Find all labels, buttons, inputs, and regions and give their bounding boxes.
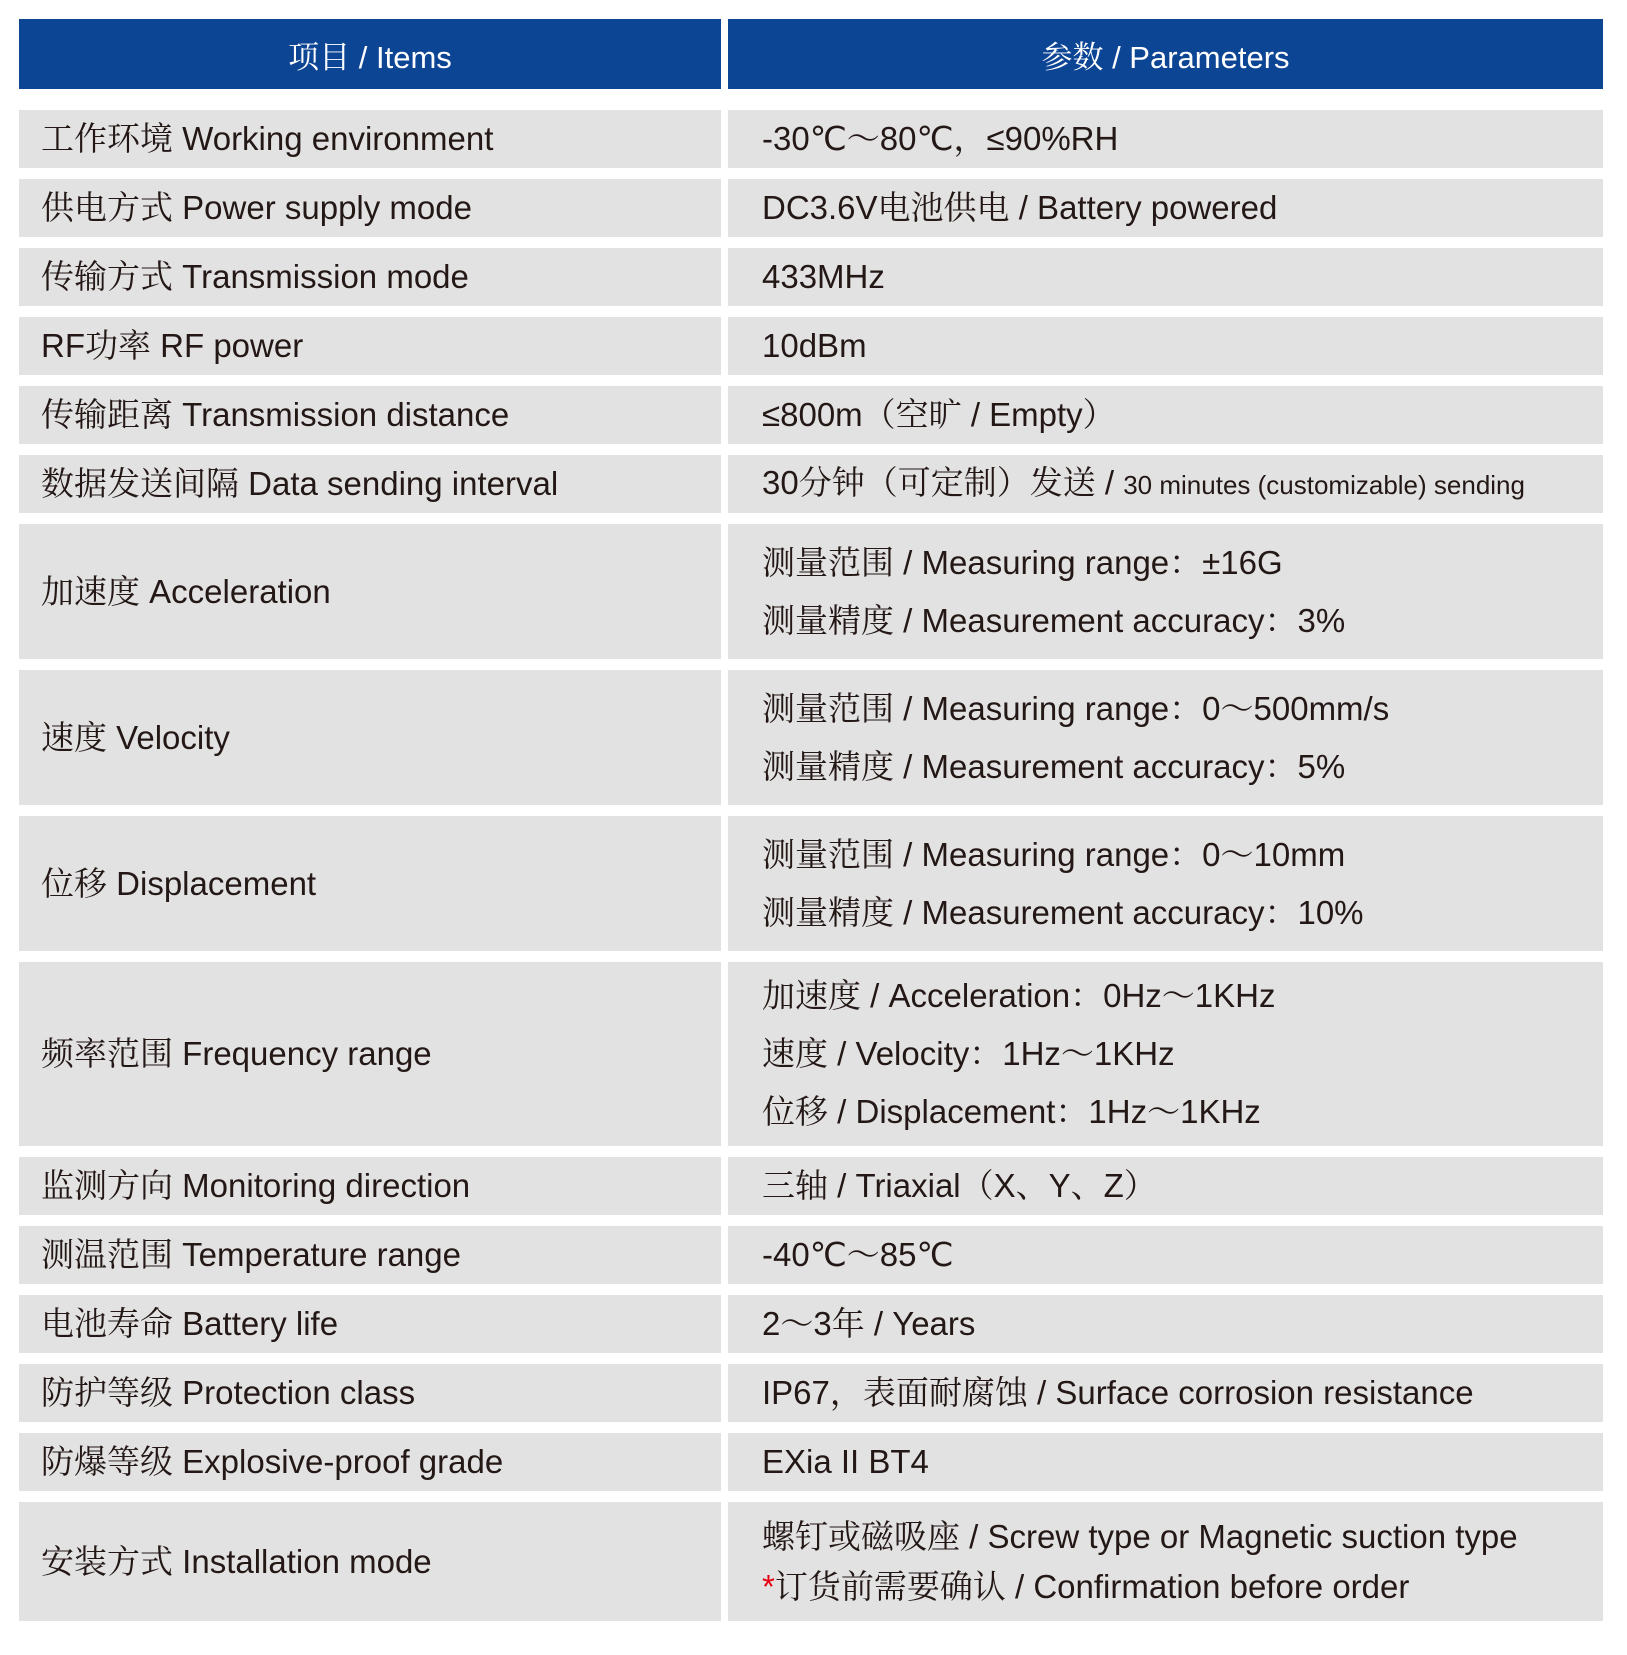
- row-item: 加速度 Acceleration: [19, 524, 721, 659]
- row-item: 测温范围 Temperature range: [19, 1226, 721, 1284]
- table-row: [19, 670, 1603, 805]
- param-small: 30 minutes (customizable) sending: [1123, 470, 1525, 500]
- param-main: 30分钟（可定制）发送 /: [762, 464, 1124, 501]
- param-line: 测量精度 / Measurement accuracy：3%: [762, 601, 1346, 639]
- row-param: [728, 524, 1603, 659]
- table-row: [19, 110, 1603, 168]
- row-item: 传输距离 Transmission distance: [19, 386, 721, 444]
- row-item: 工作环境 Working environment: [19, 110, 721, 168]
- table-row: [19, 1364, 1603, 1422]
- param-line: 速度 / Velocity：1Hz～1KHz: [762, 1035, 1175, 1072]
- row-param: [728, 670, 1603, 805]
- row-item: 位移 Displacement: [19, 816, 721, 951]
- table-row: [19, 1433, 1603, 1491]
- row-param: 433MHz: [728, 248, 1603, 306]
- order-note: [762, 1562, 1603, 1612]
- row-item: 监测方向 Monitoring direction: [19, 1157, 721, 1215]
- row-item: 防护等级 Protection class: [19, 1364, 721, 1422]
- row-param: 2～3年 / Years: [728, 1295, 1603, 1353]
- row-param: [728, 455, 1603, 513]
- param-line: 加速度 / Acceleration：0Hz～1KHz: [762, 977, 1276, 1014]
- row-param: [728, 962, 1603, 1146]
- param-line: 测量范围 / Measuring range：0～10mm: [762, 835, 1346, 873]
- param-line: 测量精度 / Measurement accuracy：10%: [762, 893, 1364, 931]
- table-row: [19, 1157, 1603, 1215]
- param-line: 测量精度 / Measurement accuracy：5%: [762, 747, 1346, 785]
- table-header: [19, 19, 1603, 89]
- row-param: -40℃～85℃: [728, 1226, 1603, 1284]
- row-item: 频率范围 Frequency range: [19, 962, 721, 1146]
- row-param: DC3.6V电池供电 / Battery powered: [728, 179, 1603, 237]
- table-row: [19, 386, 1603, 444]
- row-item: RF功率 RF power: [19, 317, 721, 375]
- row-item: 供电方式 Power supply mode: [19, 179, 721, 237]
- table-row: [19, 248, 1603, 306]
- spec-table: [19, 19, 1603, 1632]
- table-row: [19, 1226, 1603, 1284]
- param-line: 位移 / Displacement：1Hz～1KHz: [762, 1093, 1261, 1130]
- row-item: 电池寿命 Battery life: [19, 1295, 721, 1353]
- param-line: 螺钉或磁吸座 / Screw type or Magnetic suction type: [762, 1517, 1518, 1555]
- row-param: [728, 1502, 1603, 1621]
- row-param: 10dBm: [728, 317, 1603, 375]
- table-row: [19, 524, 1603, 659]
- row-param: [728, 816, 1603, 951]
- row-param: EXia II BT4: [728, 1433, 1603, 1491]
- table-row: [19, 455, 1603, 513]
- table-row: [19, 962, 1603, 1146]
- table-row: [19, 816, 1603, 951]
- row-item: 数据发送间隔 Data sending interval: [19, 455, 721, 513]
- note-text: 订货前需要确认 / Confirmation before order: [774, 1567, 1410, 1605]
- row-item: 防爆等级 Explosive-proof grade: [19, 1433, 721, 1491]
- table-row: [19, 1502, 1603, 1621]
- row-item: 安装方式 Installation mode: [19, 1502, 721, 1621]
- note-asterisk: *: [762, 1567, 775, 1605]
- param-line: 测量范围 / Measuring range：±16G: [762, 543, 1283, 581]
- row-param: ≤800m（空旷 / Empty）: [728, 386, 1603, 444]
- table-row: [19, 317, 1603, 375]
- row-param: 三轴 / Triaxial（X、Y、Z）: [728, 1157, 1603, 1215]
- table-row: [19, 1295, 1603, 1353]
- header-items: 项目 / Items: [19, 19, 721, 89]
- row-param: -30℃～80℃，≤90%RH: [728, 110, 1603, 168]
- row-item: 传输方式 Transmission mode: [19, 248, 721, 306]
- row-item: 速度 Velocity: [19, 670, 721, 805]
- param-line: 测量范围 / Measuring range：0～500mm/s: [762, 689, 1390, 727]
- header-parameters: 参数 / Parameters: [728, 19, 1603, 89]
- table-row: [19, 179, 1603, 237]
- row-param: IP67，表面耐腐蚀 / Surface corrosion resistance: [728, 1364, 1603, 1422]
